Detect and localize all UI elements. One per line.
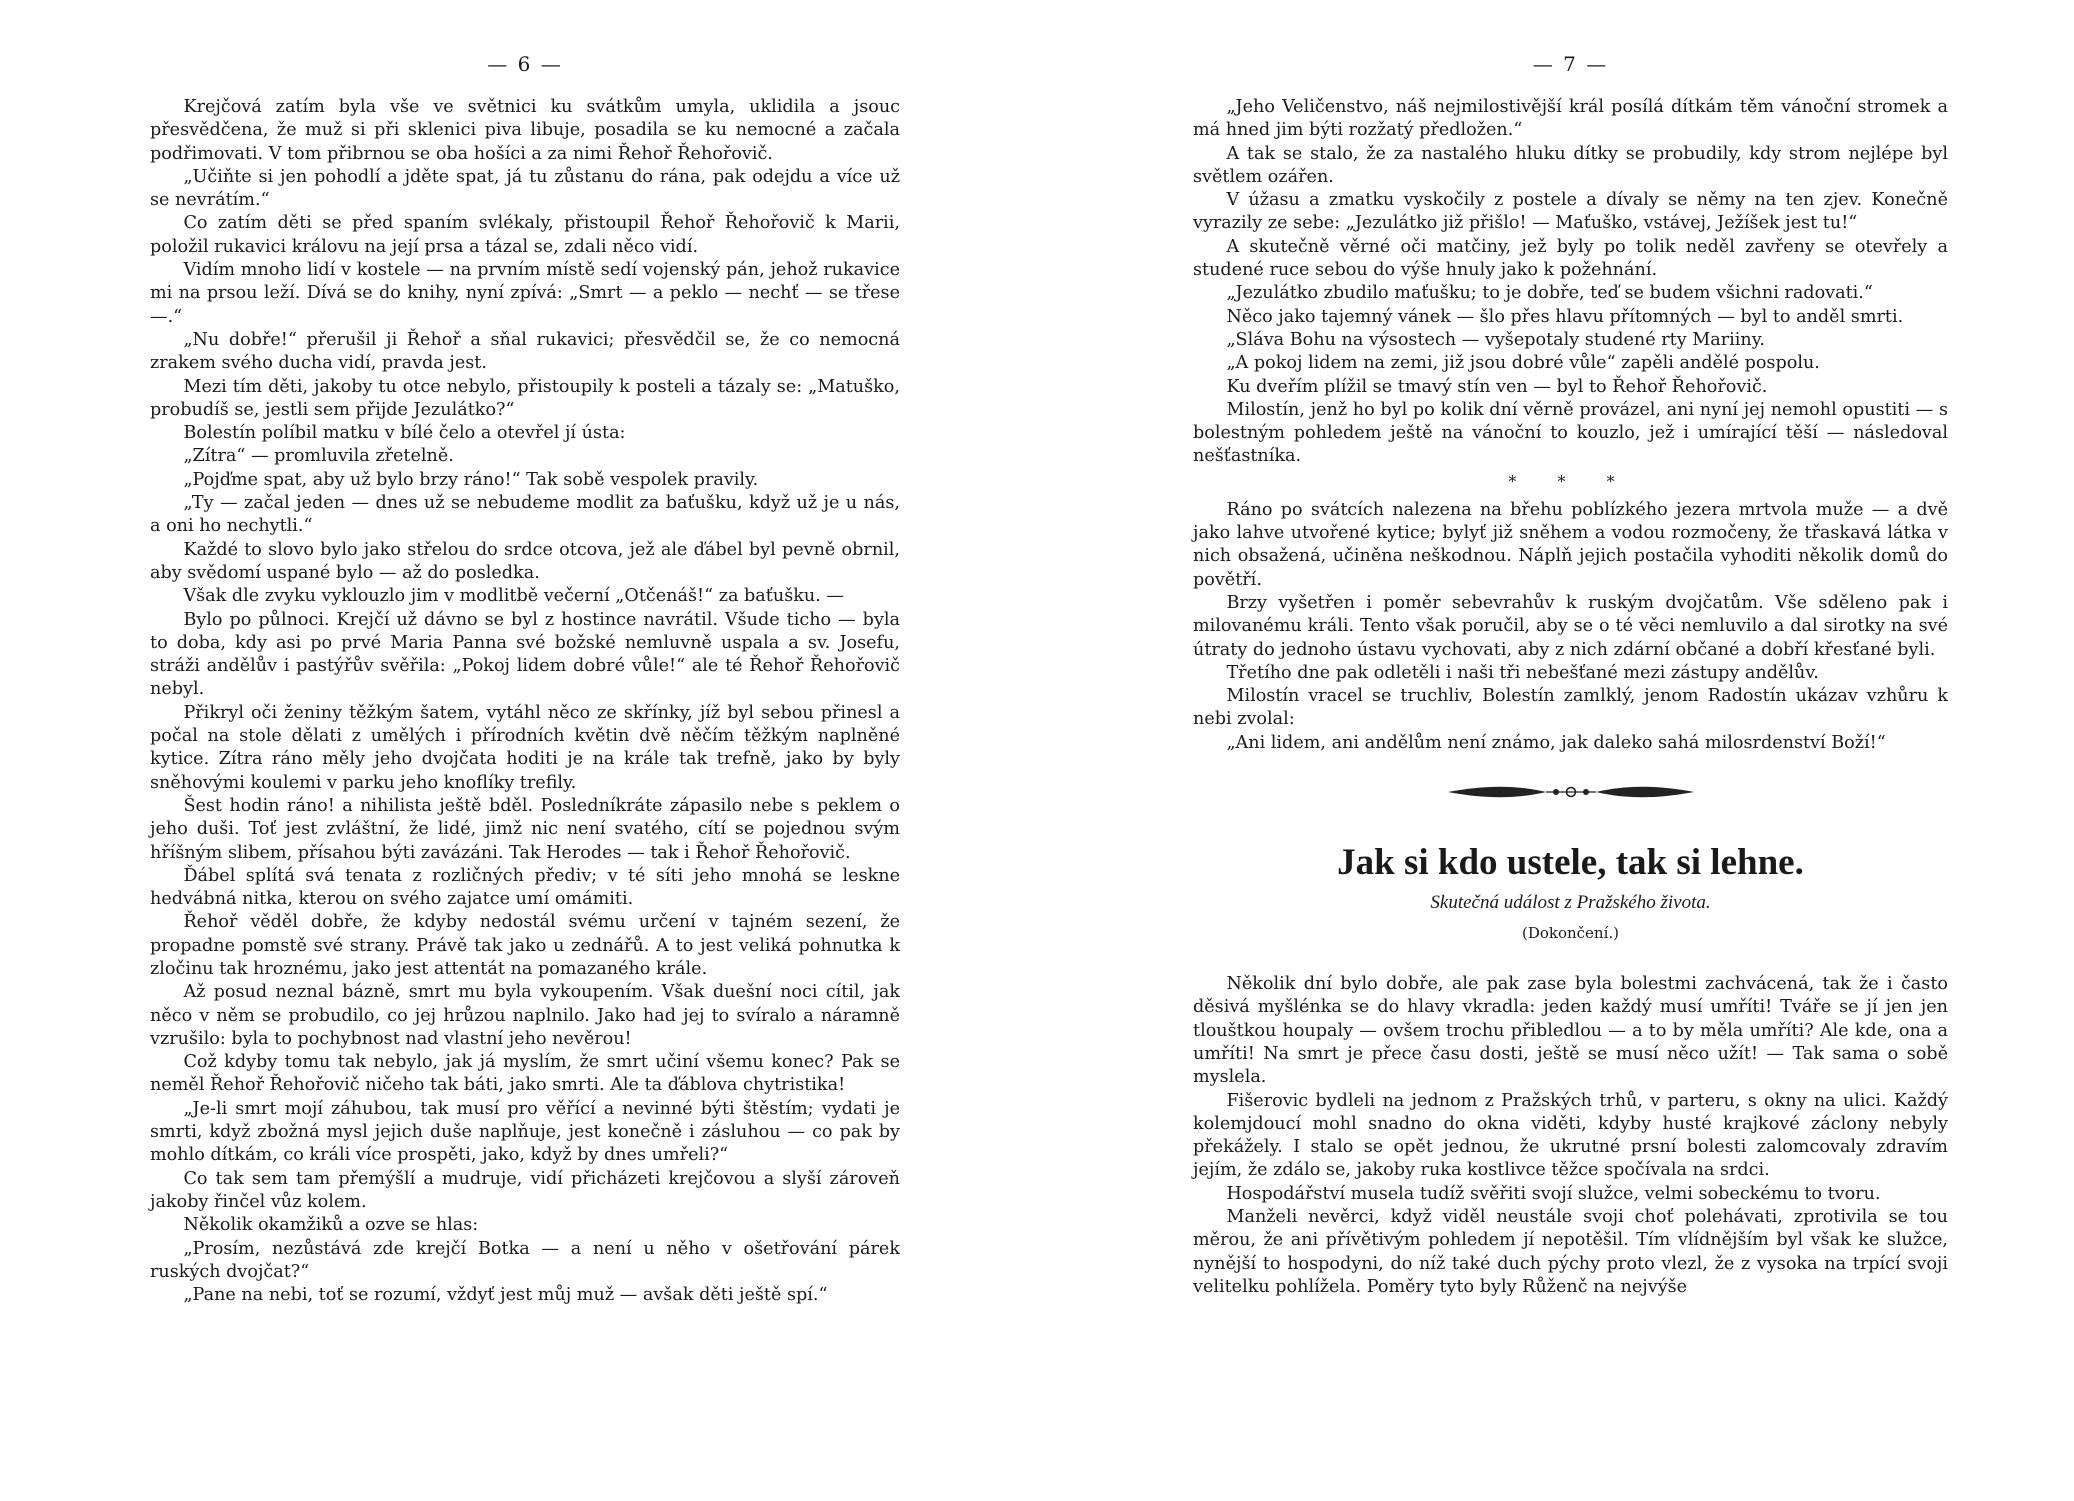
paragraph: Hospodářství musela tudíž svěřiti svojí služce, velmi sobeckému to tvoru.	[1226, 1183, 1881, 1204]
paragraph: Několik okamžiků a ozve se hlas:	[183, 1215, 479, 1236]
paragraph: Manželi nevěrci, když viděl neustále svoji choť polehávati, zprotivila se tou měrou, že ani přívětivým pohledem jí nepotěšil. Tím vlídnějším byl však ke služce, nynější to hospodyni, do níž také duch pýchy proto vlezl, že z vysoka na trpící svoji velitelku pohlížela. Poměry tyto byly Růženč na nejvýše	[1193, 1206, 1948, 1297]
paragraph: Mezi tím děti, jakoby tu otce nebylo, přistoupily k posteli a tázaly se: „Matuško, probudíš se, jestli sem přijde Jezulátko?“	[150, 376, 900, 420]
paragraph: „Učiňte si jen pohodlí a jděte spat, já tu zůstanu do rána, pak odejdu a více už se nevrátím.“	[150, 166, 900, 211]
paragraph: Až posud neznal bázně, smrt mu byla vykoupením. Však duešní noci cítil, jak něco v něm se probudilo, co jej hrůzou naplnilo. Jako had jej to svíralo a náramně vzrušilo: byla to pochybnost nad vlastní jeho nevěrou!	[150, 982, 900, 1049]
paragraph: Vidím mnoho lidí v kostele — na prvním místě sedí vojenský pán, jehož rukavice mi na prsou leží. Dívá se do knihy, nyní zpívá: „Smrt — a peklo — nechť — se třese —.“	[150, 260, 900, 327]
paragraph: Krejčová zatím byla vše ve světnici ku svátkům umyla, uklidila a jsouc přesvědčena, že muž si při sklenici piva libuje, posadila se ku nemocné a začala podřimovati. V tom přibrnou se oba hošíci a za nimi Řehoř Řehořovič.	[150, 97, 900, 164]
page-number: — 6 —	[487, 52, 563, 76]
page-number: — 7 —	[1532, 52, 1609, 76]
story-epilogue	[1193, 499, 1948, 755]
paragraph: „Sláva Bohu na výsostech — vyšepotaly studené rty Mariiny.	[1226, 329, 1765, 350]
paragraph: Co zatím děti se před spaním svlékaly, přistoupil Řehoř Řehořovič k Marii, položil rukavici královu na její prsa a tázal se, zdali něco vidí.	[150, 213, 900, 257]
story-subtitle: Skutečná událost z Pražského života.	[1430, 892, 1711, 914]
paragraph: Ku dveřím plížil se tmavý stín ven — byl to Řehoř Řehořovič.	[1226, 376, 1768, 397]
paragraph: „Prosím, nezůstává zde krejčí Botka — a není u něho v ošetřování párek ruských dvojčat?“	[150, 1238, 900, 1282]
paragraph: Šest hodin ráno! a nihilista ještě bděl. Posledníkráte zápasilo nebe s peklem o jeho duši. Toť jest zvláštní, že lidé, jimž nic není svatého, cítí se pojednou svým hříšným slibem, přísahou býti zavázáni. Tak Herodes — tak i Řehoř Řehořovič.	[150, 795, 900, 863]
paragraph: „A pokoj lidem na zemi, již jsou dobré vůle“ zapěli andělé pospolu.	[1226, 353, 1820, 374]
paragraph: V úžasu a zmatku vyskočily z postele a dívaly se němy na ten zjev. Konečně vyrazily ze sebe: „Jezulátko již přišlo! — Maťuško, vstávej, Ježíšek jest tu!“	[1193, 190, 1948, 234]
story-body	[1193, 973, 1948, 1299]
paragraph: Několik dní bylo dobře, ale pak zase byla bolestmi zachvácená, tak že i často děsivá myšlénka se do hlavy vkradla: jeden každý musí umříti! Tváře se jí jen jen tlouštkou houpaly — ovšem trochu přibledlou — a to by měla umříti? Ale kde, ona a umříti! Na smrt je přece času dosti, ještě se musí něco užít! — Tak sama o sobě myslela.	[1193, 974, 1948, 1088]
paragraph: Přikryl oči ženiny těžkým šatem, vytáhl něco ze skřínky, jíž byl sebou přinesl a počal na stole dělati z umělých i přírodních květin dvě něčím těžkým naplněné kytice. Zítra ráno měly jeho dvojčata hoditi je na krále tak trefně, jako by byly sněhovými koulemi v parku jeho knoflíky trefily.	[150, 702, 900, 793]
paragraph: Řehoř věděl dobře, že kdyby nedostál svému určení v tajném sezení, že propadne pomstě své strany. Právě tak jako u zednářů. A to jest veliká pohnutka k zločinu tak hroznému, jako jest attentát na pomazaného krále.	[150, 912, 900, 979]
paragraph: „Nu dobře!“ přerušil ji Řehoř a sňal rukavici; přesvědčil se, že co nemocná zrakem svého ducha vidí, pravda jest.	[150, 329, 900, 374]
paragraph: Ráno po svátcích nalezena na břehu poblízkého jezera mrtvola muže — a dvě jako lahve utvořené kytice; bylyť již sněhem a vodou rozmočeny, že třaskavá látka v nich obsažená, učiněna neškodnou. Náplň jejich postačila vyhoditi několik domů do povětří.	[1193, 499, 1948, 590]
paragraph: Však dle zvyku vyklouzlo jim v modlitbě večerní „Otčenáš!“ za baťušku. —	[183, 586, 844, 607]
paragraph: „Jeho Veličenstvo, náš nejmilostivější král posílá dítkám těm vánoční stromek a má hned jim býti rozžatý předložen.“	[1193, 97, 1948, 141]
page-body	[150, 96, 900, 1307]
paragraph: Fišerovic bydleli na jednom z Pražských trhů, v parteru, s okny na ulici. Každý kolemjdoucí mohl snadno do okna viděti, kdyby husté krajkové záclony nebyly překážely. I stalo se opět jednou, že ukrutné prsní bolesti zalomcovaly zdravím jejím, že zdálo se, jakoby ruka kostlivce těžce spočívala na srdci.	[1193, 1090, 1948, 1181]
paragraph: „Je-li smrt mojí záhubou, tak musí pro věřící a nevinné býti štěstím; vydati je smrti, když zbožná mysl jejich duše naplňuje, jest konečně i zásluhou — co pak by mohlo dítkám, co králi více prospěti, jako, když by dnes umřeli?“	[150, 1098, 900, 1166]
ornament-divider	[1193, 783, 1948, 801]
paragraph: Co tak sem tam přemýšlí a mudruje, vidí přicházeti krejčovou a slyší zároveň jakoby řinčel vůz kolem.	[150, 1168, 900, 1212]
section-break-stars: * * *	[1508, 471, 1633, 491]
story-title: Jak si kdo ustele, tak si lehne.	[1337, 842, 1804, 884]
paragraph: „Zítra“ — promluvila zřetelně.	[183, 446, 454, 467]
paragraph: Což kdyby tomu tak nebylo, jak já myslím, že smrt učiní všemu konec? Pak se neměl Řehoř Řehořovič ničeho tak báti, jako smrti. Ale ta ďáblova chytristika!	[150, 1052, 900, 1096]
paragraph: Něco jako tajemný vánek — šlo přes hlavu přítomných — byl to anděl smrti.	[1226, 306, 1904, 327]
paragraph: Bylo po půlnoci. Krejčí už dávno se byl z hostince navrátil. Všude ticho — byla to doba, kdy asi po prvé Maria Panna své božské nemluvně uspala a sv. Josefu, stráži andělův i pastýřův svěřila: „Pokoj lidem dobré vůle!“ ale té Řehoř Řehořovič nebyl.	[150, 609, 900, 700]
paragraph: Milostín, jenž ho byl po kolik dní věrně provázel, ani nyní jej nemohl opustiti — s bolestným pohledem ještě na vánoční to kouzlo, jež i umírající těší — následoval nešťastníka.	[1193, 399, 1948, 467]
story-continuation-note: (Dokončení.)	[1521, 924, 1620, 943]
paragraph: „Jezulátko zbudilo maťušku; to je dobře, teď se budem všichni radovati.“	[1226, 283, 1873, 304]
page-body	[1193, 96, 1948, 1299]
paragraph: „Pane na nebi, toť se rozumí, vždyť jest můj muž — avšak děti ještě spí.“	[183, 1285, 828, 1306]
paragraph: Třetího dne pak odletěli i naši tři nebešťané mezi zástupy andělův.	[1226, 662, 1819, 683]
paragraph: Milostín vracel se truchliv, Bolestín zamlklý, jenom Radostín ukázav vzhůru k nebi zvolal:	[1193, 686, 1948, 730]
paragraph: Bolestín políbil matku v bílé čelo a otevřel jí ústa:	[183, 423, 626, 444]
paragraph: Brzy vyšetřen i poměr sebevrahův k ruským dvojčatům. Vše sděleno pak i milovanému králi. Tento však poručil, aby se o té věci nemluvilo a dal sirotky na své útraty do jednoho ústavu vychovati, aby z nich zdární občané a dobří křesťané byli.	[1193, 592, 1948, 660]
paragraph: A tak se stalo, že za nastalého hluku dítky se probudily, kdy strom nejlépe byl světlem ozářen.	[1193, 143, 1948, 187]
paragraph: „Ani lidem, ani andělům není známo, jak daleko sahá milosrdenství Boží!“	[1226, 732, 1886, 753]
paragraph: „Ty — začal jeden — dnes už se nebudeme modlit za baťušku, když už je u nás, a oni ho nechytli.“	[150, 493, 900, 537]
ornament-icon	[1446, 783, 1696, 801]
paragraph: Každé to slovo bylo jako střelou do srdce otcova, jež ale ďábel byl pevně obrnil, aby svědomí uspané bylo — až do posledka.	[150, 539, 900, 583]
paragraph: A skutečně věrné oči matčiny, jež byly po tolik neděl zavřeny se otevřely a studené ruce sebou do výše hnuly jako k požehnání.	[1193, 236, 1948, 281]
paragraph: Ďábel splítá svá tenata z rozličných přediv; v té síti jeho mnohá se leskne hedvábná nitka, kterou on svého zajatce umí omámiti.	[150, 865, 900, 910]
paragraph: „Pojďme spat, aby už bylo brzy ráno!“ Tak sobě vespolek pravily.	[183, 469, 759, 490]
story-ending	[1193, 96, 1948, 469]
